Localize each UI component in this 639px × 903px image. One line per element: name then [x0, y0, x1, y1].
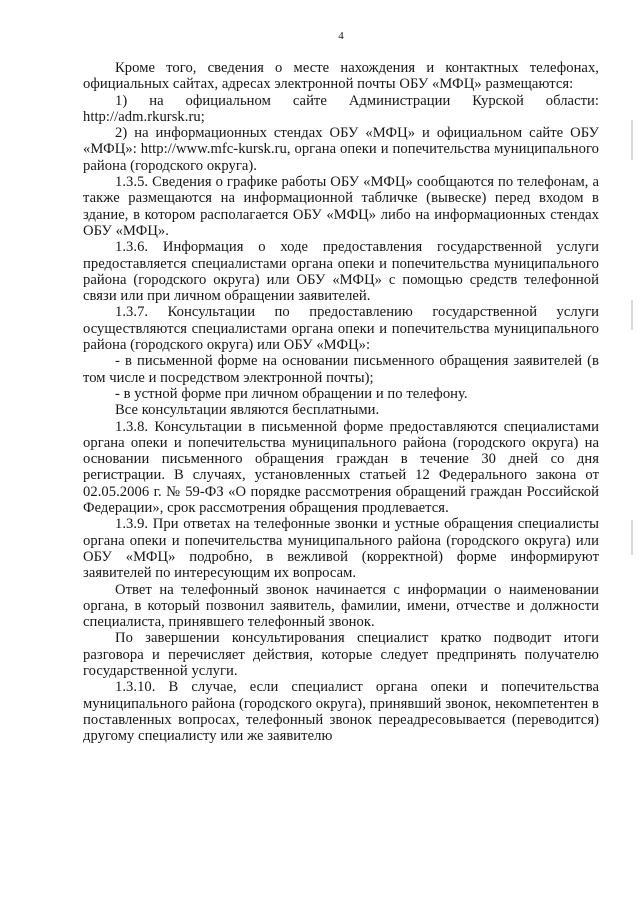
paragraph-contacts-intro: Кроме того, сведения о месте нахождения и контактных телефонах, официальных сайтах, адресах электронной почты ОБУ «МФЦ» размещаются:: [83, 60, 599, 93]
scan-mark: [631, 520, 633, 555]
paragraph-list-item-2: 2) на информационных стендах ОБУ «МФЦ» и официальном сайте ОБУ «МФЦ»: http://www.mfc-kursk.ru, органа опеки и попечительства муниципального района (городского округа).: [83, 125, 599, 174]
paragraph-1-3-9: 1.3.9. При ответах на телефонные звонки и устные обращения специалисты органа опеки и попечительства муниципального района (городского округа) или ОБУ «МФЦ» подробно, в вежливой (корректной) форме информируют заявителей по интересующим их вопросам.: [83, 516, 599, 582]
paragraph-1-3-8: 1.3.8. Консультации в письменной форме предоставляются специалистами органа опеки и попечительства муниципального района (городского округа) на основании письменного обращения граждан в течение 30 дней со дня регистрации. В случаях, установленных статьей 12 Федерального закона от 02.05.2006 г. № 59-ФЗ «О порядке рассмотрения обращений граждан Российской Федерации», срок рассмотрения обращения продлевается.: [83, 418, 599, 517]
scan-mark: [631, 300, 633, 330]
paragraph-phone-answer: Ответ на телефонный звонок начинается с информации о наименовании органа, в который позвонил заявитель, фамилии, имени, отчестве и должности специалиста, принявшего телефонный звонок.: [83, 581, 599, 631]
paragraph-written-form: - в письменной форме на основании письменного обращения заявителей (в том числе и посредством электронной почты);: [83, 353, 599, 386]
document-body: [83, 60, 599, 744]
scan-mark: [631, 120, 633, 160]
paragraph-1-3-5: 1.3.5. Сведения о графике работы ОБУ «МФЦ» сообщаются по телефонам, а также размещаются на информационной табличке (вывеске) перед входом в здание, в котором располагается ОБУ «МФЦ» либо на информационных стендах ОБУ «МФЦ».: [83, 174, 599, 239]
paragraph-oral-form: - в устной форме при личном обращении и по телефону.: [115, 385, 468, 402]
paragraph-list-item-1: 1) на официальном сайте Администрации Курской области: http://adm.rkursk.ru;: [83, 92, 599, 125]
paragraph-free-consultations: Все консультации являются бесплатными.: [115, 402, 380, 419]
page-number: 4: [338, 30, 344, 42]
paragraph-1-3-7: 1.3.7. Консультации по предоставлению государственной услуги осуществляются специалистами органа опеки и попечительства муниципального района (городского округа) или ОБУ «МФЦ»:: [83, 304, 599, 354]
paragraph-consultation-end: По завершении консультирования специалист кратко подводит итоги разговора и перечисляет действия, которые следует предпринять получателю государственной услуги.: [83, 630, 599, 679]
paragraph-1-3-10: 1.3.10. В случае, если специалист органа опеки и попечительства муниципального района (городского округа), принявший звонок, некомпетентен в поставленных вопросах, телефонный звонок переадресовывается (переводится) другому специалисту или же заявителю: [83, 679, 599, 745]
paragraph-1-3-6: 1.3.6. Информация о ходе предоставления государственной услуги предоставляется специалистами органа опеки и попечительства муниципального района (городского округа) или ОБУ «МФЦ» с помощью средств телефонной связи или при личном обращении заявителей.: [83, 239, 599, 305]
